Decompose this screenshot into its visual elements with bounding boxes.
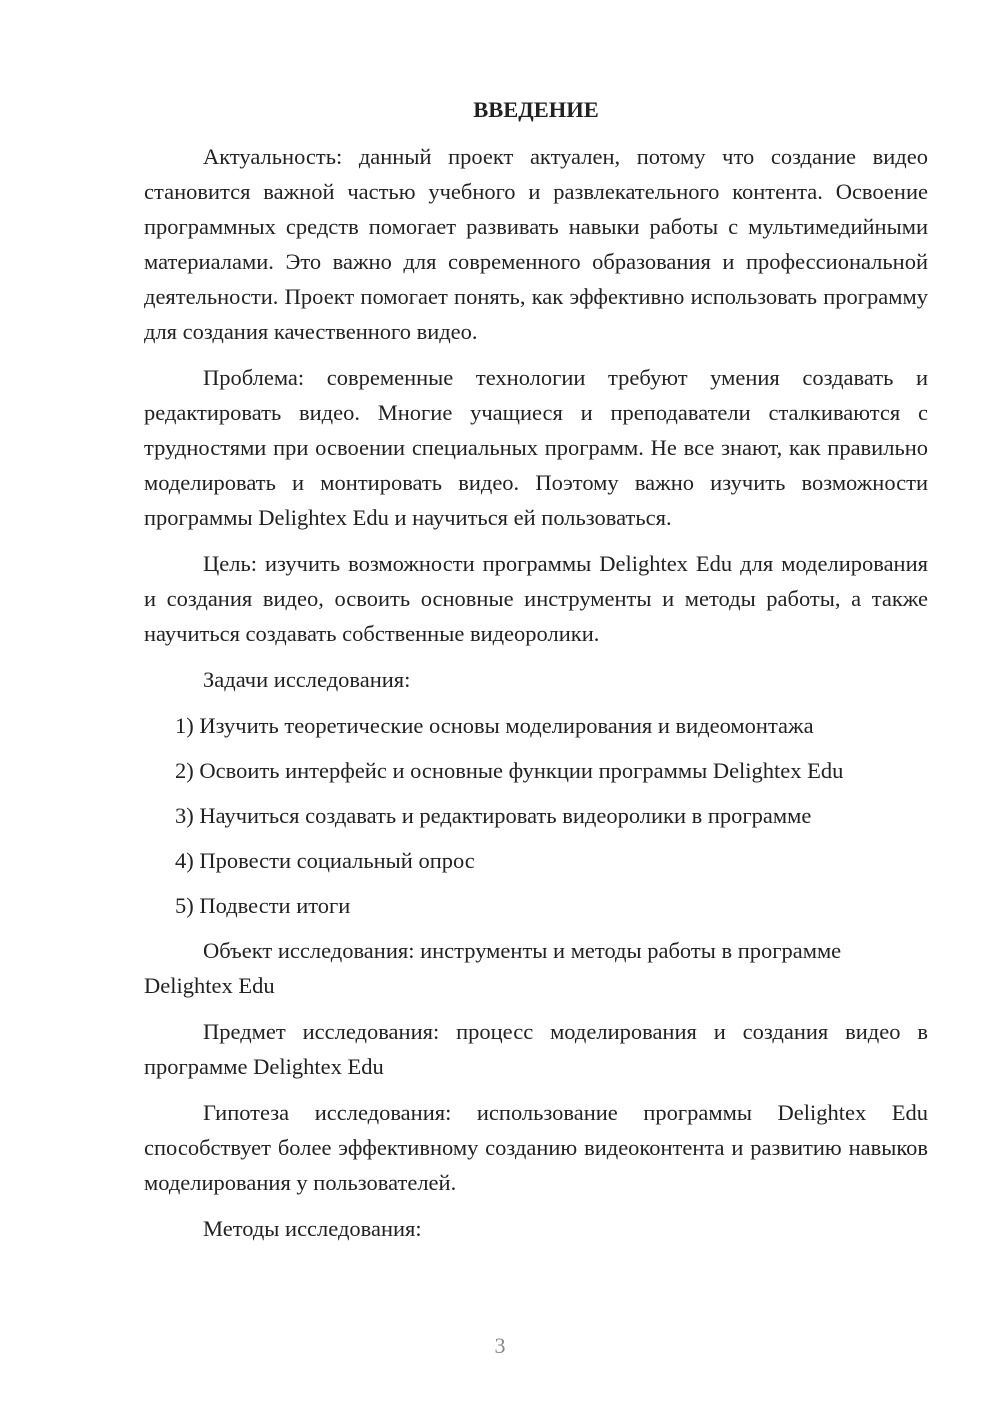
task-item-5: 5) Подвести итоги bbox=[175, 893, 351, 918]
paragraph-problem: Проблема: современные технологии требуют умения создавать и редактировать видео. Многие учащиеся и преподаватели сталкиваются с трудностями при освоении специальных программ. Не все знают, как правильно моделировать и монтировать видео. Поэтому важно изучить возможности программы Delightex Edu и научиться ей пользоваться. bbox=[144, 365, 928, 530]
paragraph-subject: Предмет исследования: процесс моделирования и создания видео в программе Delightex Edu bbox=[144, 1019, 928, 1079]
page-content bbox=[144, 92, 928, 1257]
page-title: ВВЕДЕНИЕ bbox=[473, 97, 599, 122]
paragraph-goal: Цель: изучить возможности программы Delightex Edu для моделирования и создания видео, освоить основные инструменты и методы работы, а также научиться создавать собственные видеоролики. bbox=[144, 551, 928, 646]
task-item-1: 1) Изучить теоретические основы моделирования и видеомонтажа bbox=[175, 713, 814, 738]
methods-heading: Методы исследования: bbox=[203, 1216, 422, 1241]
tasks-list bbox=[144, 708, 928, 923]
task-item-2: 2) Освоить интерфейс и основные функции программы Delightex Edu bbox=[175, 758, 844, 783]
paragraph-relevance: Актуальность: данный проект актуален, потому что создание видео становится важной частью учебного и развлекательного контента. Освоение программных средств помогает развивать навыки работы с мультимедийными материалами. Это важно для современного образования и профессиональной деятельности. Проект помогает понять, как эффективно использовать программу для создания качественного видео. bbox=[144, 144, 928, 344]
task-item-4: 4) Провести социальный опрос bbox=[175, 848, 475, 873]
tasks-heading: Задачи исследования: bbox=[203, 667, 411, 692]
paragraph-object: Объект исследования: инструменты и методы работы в программе Delightex Edu bbox=[144, 938, 842, 998]
page-number: 3 bbox=[494, 1333, 506, 1358]
paragraph-hypothesis: Гипотеза исследования: использование программы Delightex Edu способствует более эффективному созданию видеоконтента и развитию навыков моделирования у пользователей. bbox=[144, 1100, 928, 1195]
task-item-3: 3) Научиться создавать и редактировать видеоролики в программе bbox=[175, 803, 812, 828]
